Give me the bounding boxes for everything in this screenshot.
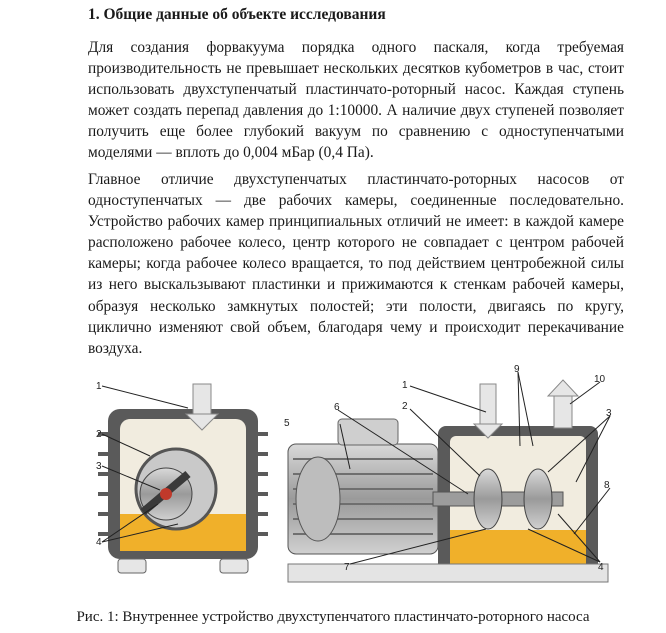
paragraph-1: Для создания форвакуума порядка одного паскаля, когда требуемая производительность не превышает нескольких десятков кубометров в час, стоит использовать двухступенчатый пластинчато-роторный насос. Каждая ступень может создать перепад давления до 1:10000. А наличие двух ступеней позволяет получить еще более глубокий вакуум по сравнению с одноступенчатыми моделями — вплоть до 0,004 мБар (0,4 Па). (88, 39, 624, 162)
left-label-3: 3 (96, 461, 102, 472)
right-label-4: 4 (598, 562, 604, 573)
section-heading: 1. Общие данные об объекте исследования (88, 6, 386, 23)
left-label-4: 4 (96, 537, 102, 548)
right-label-2: 2 (402, 401, 408, 412)
right-label-6: 6 (334, 402, 340, 413)
left-label-2: 2 (96, 429, 102, 440)
right-label-8: 8 (604, 480, 610, 491)
right-label-10: 10 (594, 374, 606, 385)
left-label-1: 1 (96, 381, 102, 392)
cross-section-drawing (98, 384, 268, 573)
figure-caption: Рис. 1: Внутреннее устройство двухступенчатого пластинчато-роторного насоса (76, 609, 590, 625)
right-label-9: 9 (514, 364, 520, 375)
pump-figure (88, 364, 628, 600)
right-label-7: 7 (344, 562, 350, 573)
paragraph-2: Главное отличие двухступенчатых пластинчато-роторных насосов от одноступенчатых — две рабочих камеры, соединенные последовательно. Устройство рабочих камер принципиальных отличий не имеет: в каждой камере расположено рабочее колесо, центр которого не совпадает с центром рабочей камеры; когда рабочее колесо вращается, то под действием центробежной силы из него выскальзывают пластинки и прижимаются к стенкам рабочей камеры, образуя несколько замкнутых полостей; эти полости, двигаясь по кругу, циклично изменяют свой объем, благодаря чему и происходит перекачивание воздуха. (88, 171, 624, 357)
right-label-5: 5 (284, 418, 290, 429)
right-label-3: 3 (606, 408, 612, 419)
right-label-1: 1 (402, 380, 408, 391)
